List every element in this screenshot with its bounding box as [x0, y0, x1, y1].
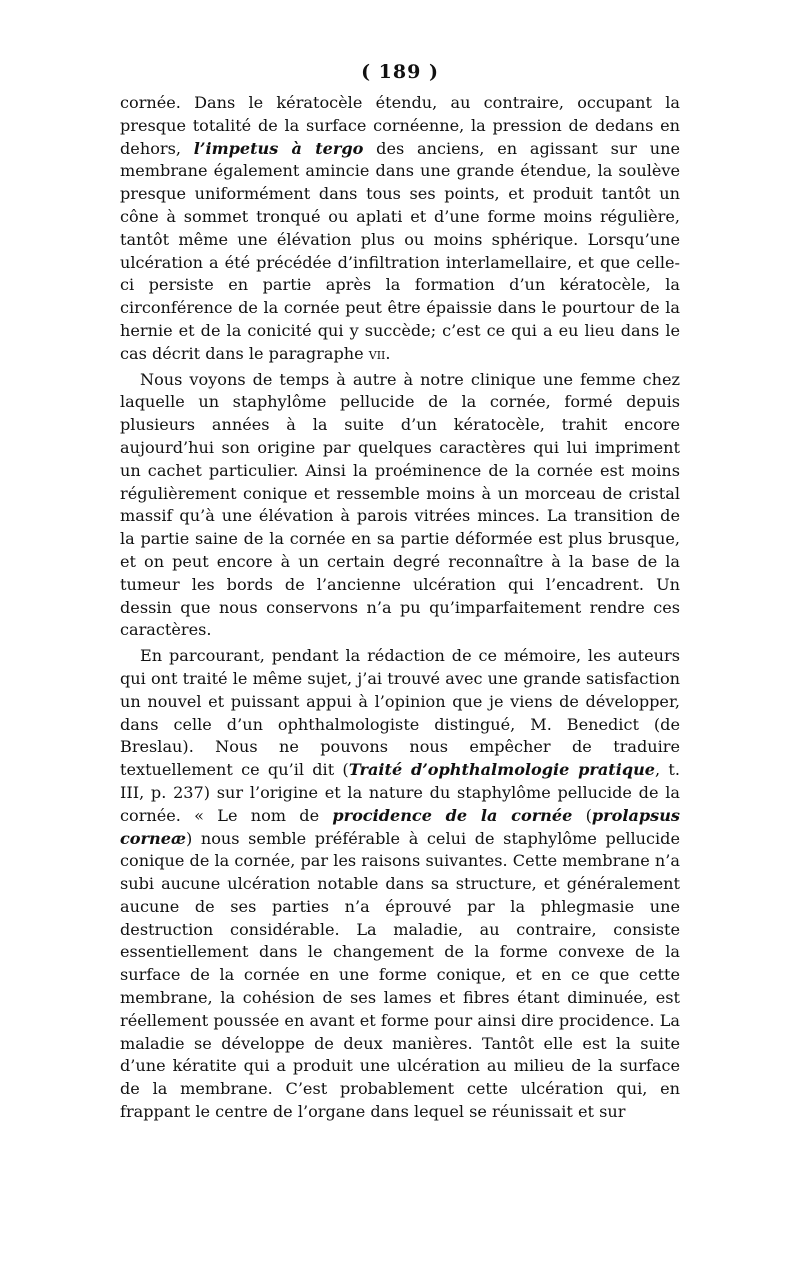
- book-page: [120, 58, 680, 1124]
- body-text: .: [385, 343, 391, 363]
- smallcaps-text: vii: [368, 343, 386, 363]
- body-text: des anciens, en agissant sur une membrane également amincie dans une grande étendue, la soulève presque uniformément dans tous ses points, et produit tantôt un cône à sommet tronqué ou aplati et d’une forme moins régulière, tantôt même une élévation plus ou moins sphérique. Lorsqu’une ulcération a été précédée d’infiltration interlamellaire, et que celle-ci persiste en partie après la formation d’un kératocèle, la circonférence de la cornée peut être épaissie dans le pourtour de la hernie et de la conicité qui y succède; c’est ce qui a eu lieu dans le cas décrit dans le paragraphe: [120, 138, 680, 363]
- italic-text: l’impetus à tergo: [193, 138, 364, 158]
- body-text: Nous voyons de temps à autre à notre clinique une femme chez laquelle un staphylôme pellucide de la cornée, formé depuis plusieurs années à la suite d’un kératocèle, trahit encore aujourd’hui son origine par quelques caractères qui lui impriment un cachet particulier. Ainsi la proéminence de la cornée est moins régulièrement conique et ressemble moins à un morceau de cristal massif qu’à une élévation à parois vitrées minces. La transition de la partie saine de la cornée en sa partie déformée est plus brusque, et on peut encore à un certain degré reconnaître à la base de la tumeur les bords de l’ancienne ulcération qui l’encadrent. Un dessin que nous conservons n’a pu qu’imparfaitement rendre ces caractères.: [120, 369, 680, 640]
- body-text: (: [572, 805, 592, 825]
- italic-text: procidence de la cornée: [332, 805, 573, 825]
- paragraph: [120, 92, 680, 366]
- paragraph: [120, 645, 680, 1124]
- italic-text: Traité d’ophthalmologie pratique: [348, 760, 656, 780]
- paragraph: [120, 369, 680, 643]
- page-number: ( 189 ): [361, 61, 439, 83]
- body-text: En parcourant, pendant la rédaction de ce mémoire, les auteurs qui ont traité le même sujet, j’ai trouvé avec une grande satisfaction un nouvel et puissant appui à l’opinion que je viens de développer, dans celle d’un ophthalmologiste distingué, M. Benedict (de Breslau). Nous ne pouvons nous empêcher de traduire textuellement ce qu’il dit (: [120, 646, 680, 780]
- body-text: ) nous semble préférable à celui de staphylôme pellucide conique de la cornée, par les raisons suivantes. Cette membrane n’a subi aucune ulcération notable dans sa structure, et généralement aucune de ses parties n’a éprouvé par la phlegmasie une destruction considérable. La maladie, au contraire, consiste essentiellement dans le changement de la forme convexe de la surface de la cornée en une forme conique, et en ce que cette membrane, la cohésion de ses lames et fibres étant diminuée, est réellement poussée en avant et forme pour ainsi dire procidence. La maladie se développe de deux manières. Tantôt elle est la suite d’une kératite qui a produit une ulcération au milieu de la surface de la membrane. C’est probablement cette ulcération qui, en frappant le centre de l’organe dans lequel se réunissait et sur: [120, 828, 680, 1122]
- body-text: , t. III, p. 237) sur l’origine et la nature du staphylôme pellucide de la cornée. « Le nom de: [120, 760, 680, 825]
- italic-text: prolapsus corneæ: [120, 805, 680, 848]
- body-text: cornée. Dans le kératocèle étendu, au contraire, occupant la presque totalité de la surface cornéenne, la pression de dedans en dehors,: [120, 93, 680, 158]
